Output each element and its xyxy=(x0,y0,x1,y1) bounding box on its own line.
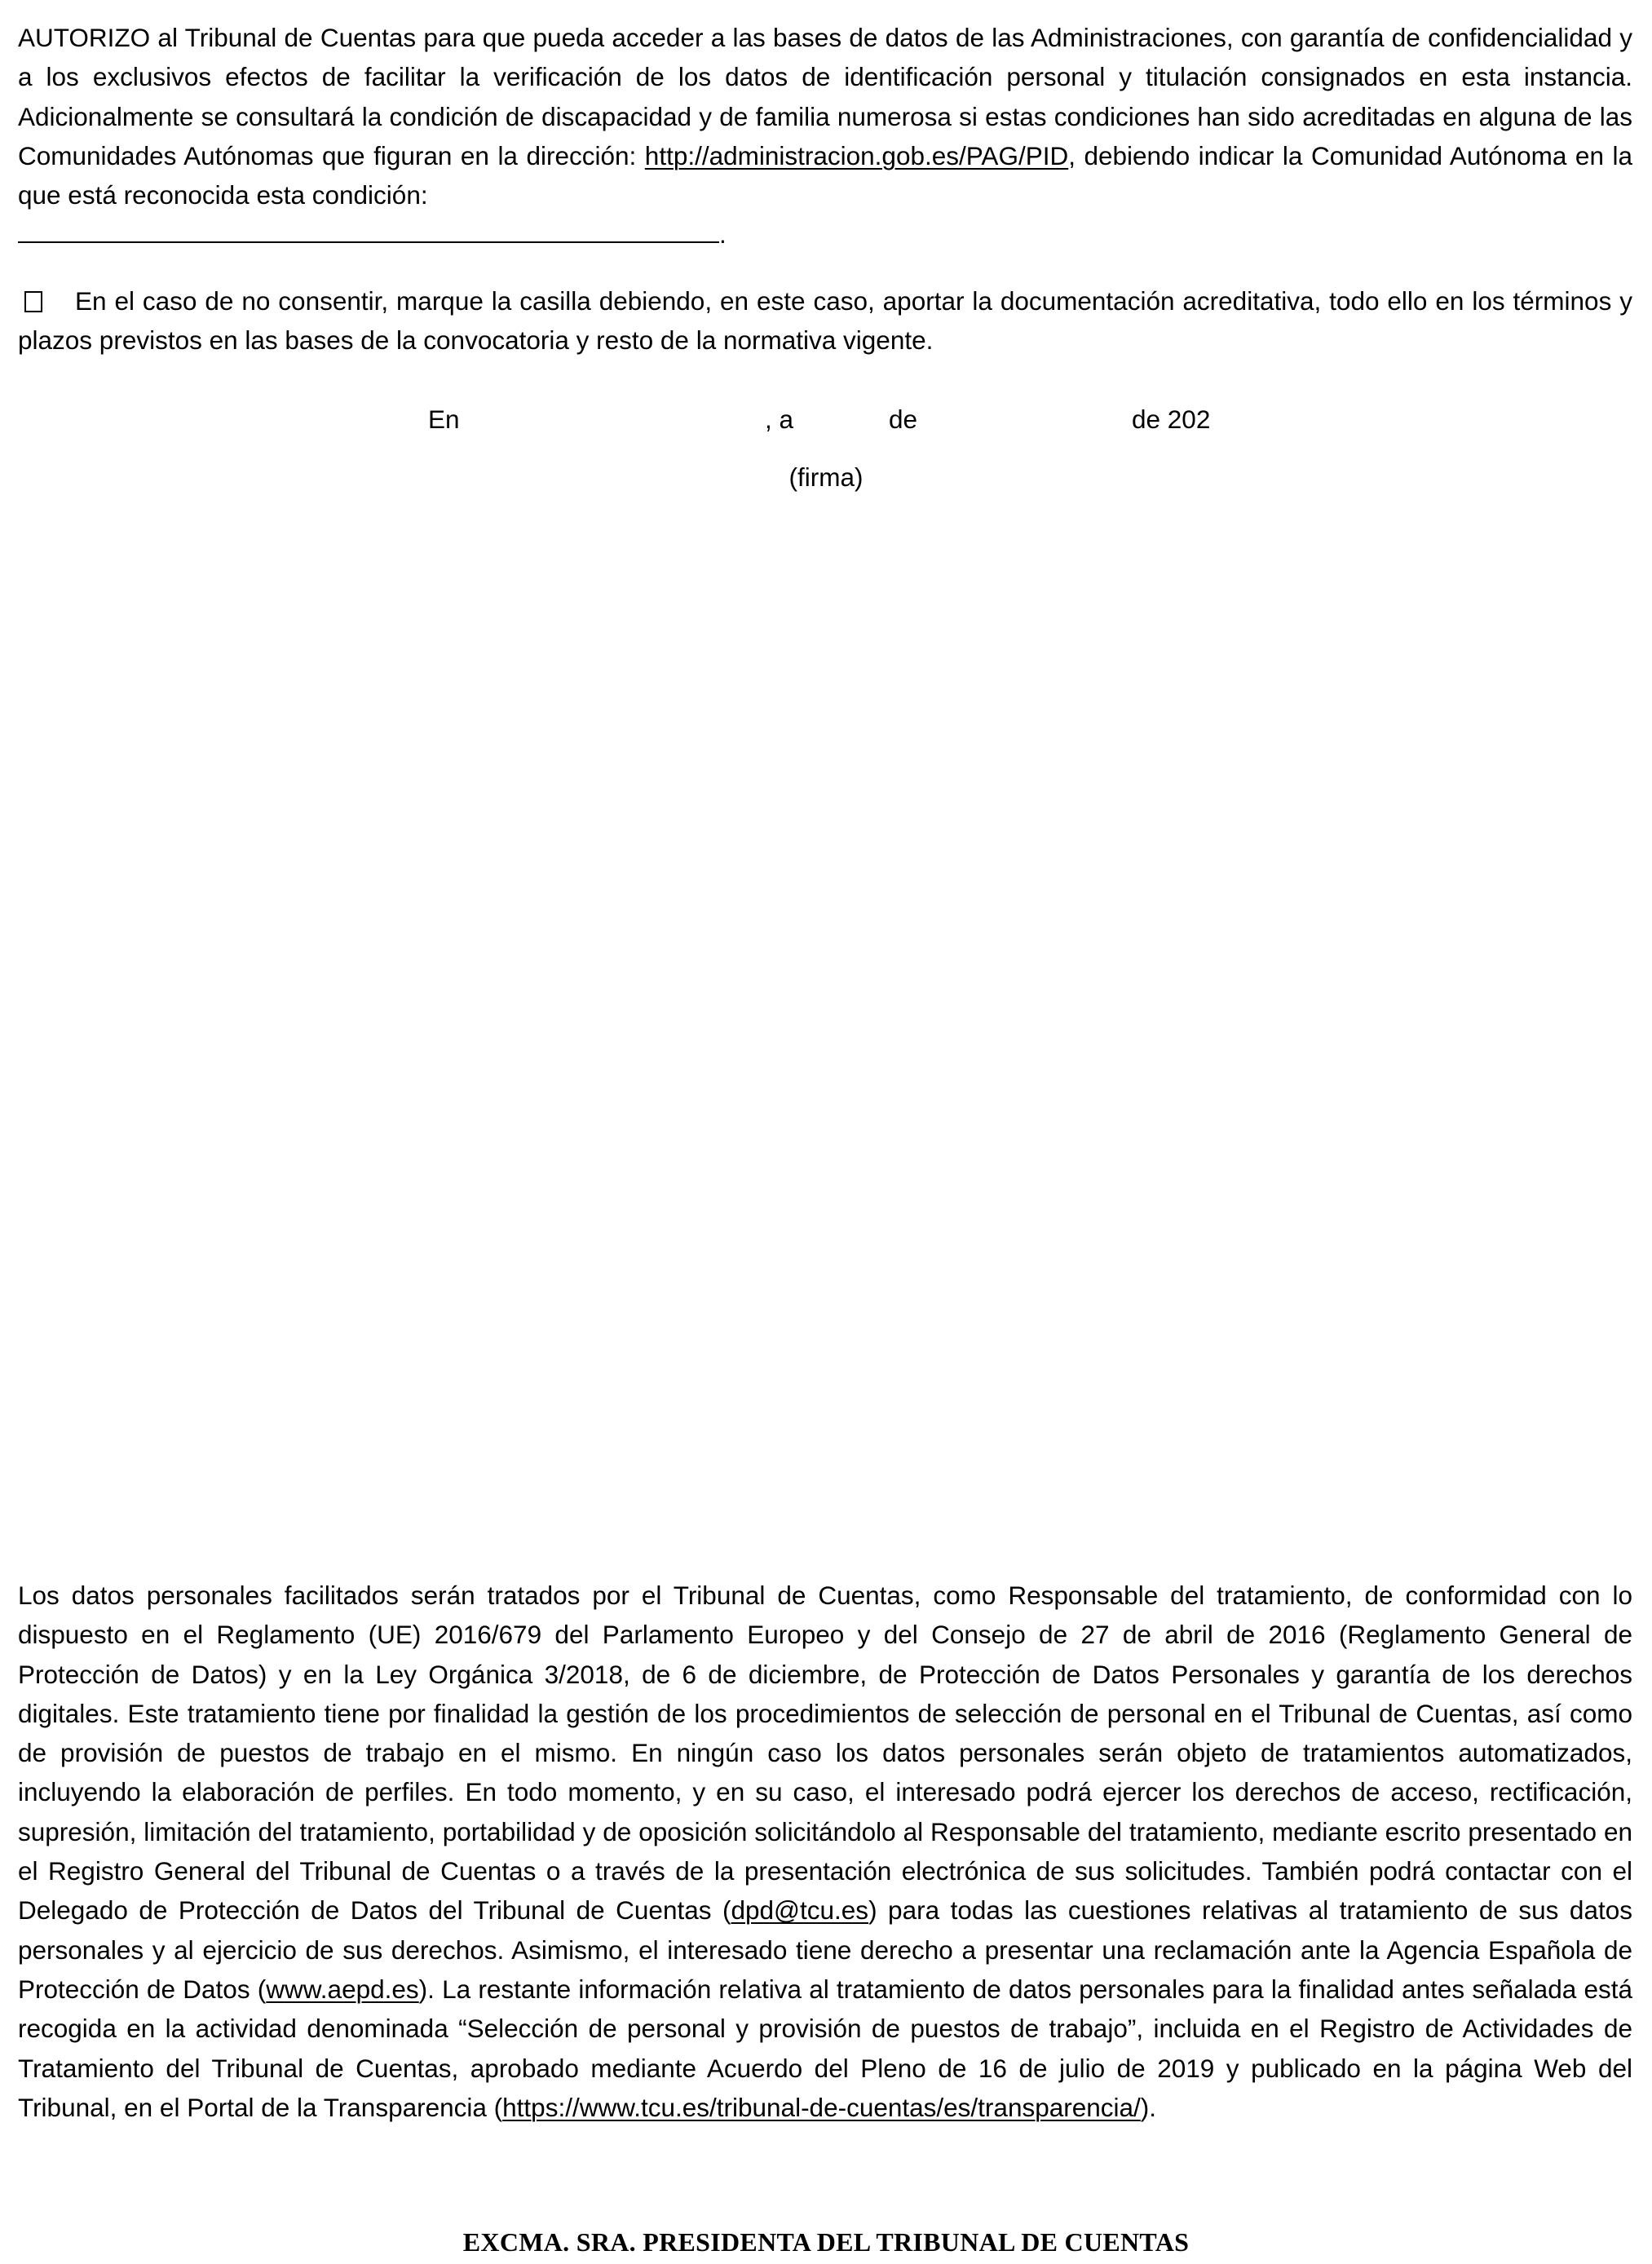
authorization-blank-end: . xyxy=(719,219,727,250)
privacy-notice xyxy=(18,1576,1632,2127)
privacy-text-2: ) para todas las cuestiones relativas al tratamiento de sus datos personales y al ejercicio de sus derechos. Asimismo, el interesado tiene derecho a presentar una reclamación ante la Agencia Española de Protección de Datos ( xyxy=(18,1895,1632,2004)
consent-checkbox-label: En el caso de no consentir, marque la casilla debiendo, en este caso, aportar la documentación acreditativa, todo ello en los términos y plazos previstos en las bases de la convocatoria y resto de la normativa vigente. xyxy=(18,286,1632,356)
consent-paragraph xyxy=(18,281,1632,360)
authorization-paragraph xyxy=(18,18,1632,254)
dpd-email-link[interactable]: dpd@tcu.es xyxy=(731,1895,869,1926)
privacy-text-1: Los datos personales facilitados serán tratados por el Tribunal de Cuentas, como Responsable del tratamiento, de conformidad con lo dispuesto en el Reglamento (UE) 2016/679 del Parlamento Europeo y del Consejo de 27 de abril de 2016 (Reglamento General de Protección de Datos) y en la Ley Orgánica 3/2018, de 6 de diciembre, de Protección de Datos Personales y garantía de los derechos digitales. Este tratamiento tiene por finalidad la gestión de los procedimientos de selección de personal en el Tribunal de Cuentas, así como de provisión de puestos de trabajo en el mismo. En ningún caso los datos personales serán objeto de tratamientos automatizados, incluyendo la elaboración de perfiles. En todo momento, y en su caso, el interesado podrá ejercer los derechos de acceso, rectificación, supresión, limitación del tratamiento, portabilidad y de oposición solicitándolo al Responsable del tratamiento, mediante escrito presentado en el Registro General del Tribunal de Cuentas o a través de la presentación electrónica de sus solicitudes. También podrá contactar con el Delegado de Protección de Datos del Tribunal de Cuentas ( xyxy=(18,1581,1632,1926)
signature-label: (firma) xyxy=(788,462,864,492)
date-month-label: de xyxy=(889,405,918,434)
privacy-text-4: ). xyxy=(1140,2092,1157,2122)
authorization-text-2: , debiendo indicar la Comunidad Autónoma en la que está reconocida esta condición: xyxy=(18,140,1632,210)
no-consent-checkbox[interactable] xyxy=(24,291,42,312)
administracion-link[interactable]: http://administracion.gob.es/PAG/PID xyxy=(644,140,1069,170)
privacy-text-3: ). La restante información relativa al tratamiento de datos personales para la finalidad antes señalada está recogida en la actividad denominada “Selección de personal y provisión de puestos de trabajo”, incluida en el Registro de Actividades de Tratamiento del Tribunal de Cuentas, aprobado mediante Acuerdo del Pleno de 16 de julio de 2019 y publicado en la página Web del Tribunal, en el Portal de la Transparencia ( xyxy=(18,1974,1632,2122)
autonomous-community-field[interactable] xyxy=(18,217,719,243)
date-a-label: , a xyxy=(765,405,794,434)
aepd-link[interactable]: www.aepd.es xyxy=(266,1974,419,2004)
authorization-text-1: AUTORIZO al Tribunal de Cuentas para que pueda acceder a las bases de datos de las Administraciones, con garantía de confidencialidad y a los exclusivos efectos de facilitar la verificación de los datos de identificación personal y titulación consignados en esta instancia. Adicionalmente se consultará la condición de discapacidad y de familia numerosa si estas condiciones han sido acreditadas en alguna de las Comunidades Autónomas que figuran en la dirección: xyxy=(18,23,1632,170)
addressee-heading: EXCMA. SRA. PRESIDENTA DEL TRIBUNAL DE CUENTAS xyxy=(462,2227,1190,2257)
date-year-label: de 202 xyxy=(1132,405,1211,434)
date-en-label: En xyxy=(428,405,460,434)
transparency-link[interactable]: https://www.tcu.es/tribunal-de-cuentas/es/transparencia/ xyxy=(502,2092,1141,2122)
